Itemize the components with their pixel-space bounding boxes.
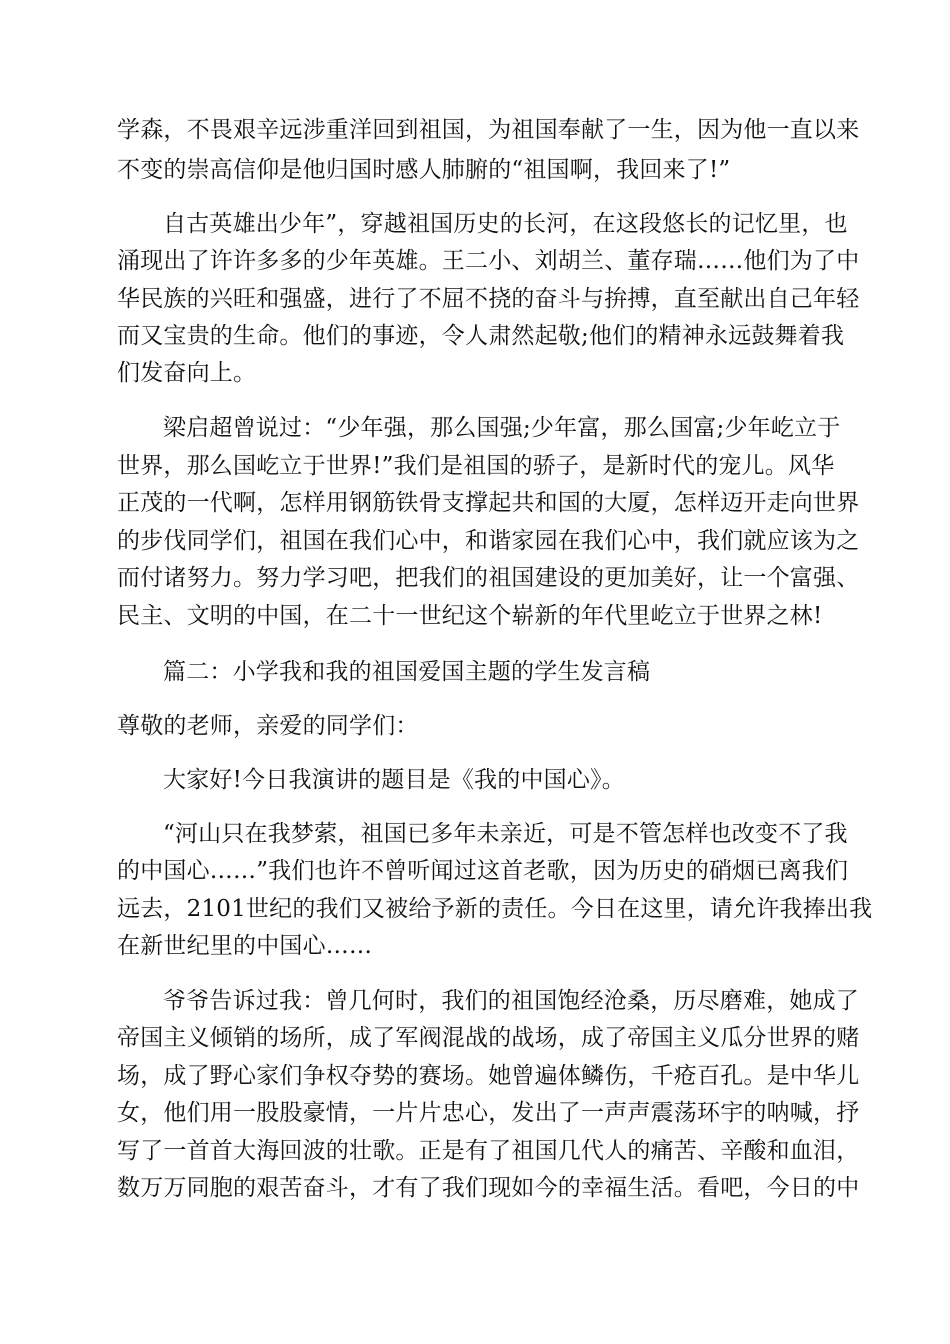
text-line: 而又宝贵的生命。他们的事迹，令人肃然起敬;他们的精神永远鼓舞着我 [117, 323, 845, 349]
text-line: 正茂的一代啊，怎样用钢筋铁骨支撑起共和国的大厦，怎样迈开走向世界 [117, 490, 860, 516]
text-line: 的步伐同学们，祖国在我们心中，和谐家园在我们心中，我们就应该为之 [117, 528, 860, 554]
text-line: 们发奋向上。 [117, 360, 257, 386]
text-line: 世界，那么国屹立于世界!”我们是祖国的骄子，是新时代的宠儿。风华 [117, 453, 835, 479]
text-line: 的中国心……”我们也许不曾听闻过这首老歌，因为历史的硝烟已离我们 [117, 858, 849, 884]
text-line: 远去，2101世纪的我们又被给予新的责任。今日在这里，请允许我捧出我 [117, 896, 873, 922]
text-line: 爷爷告诉过我：曾几何时，我们的祖国饱经沧桑，历尽磨难，她成了 [163, 988, 859, 1014]
salutation: 尊敬的老师，亲爱的同学们： [117, 713, 419, 739]
text-line: 写了一首首大海回波的壮歌。正是有了祖国几代人的痛苦、辛酸和血泪， [117, 1138, 860, 1164]
text-line: 梁启超曾说过：“少年强，那么国强;少年富，那么国富;少年屹立于 [163, 415, 841, 441]
text-line: 大家好!今日我演讲的题目是《我的中国心》。 [163, 767, 625, 793]
text-line: 在新世纪里的中国心…… [117, 933, 373, 959]
text-line: 涌现出了许许多多的少年英雄。王二小、刘胡兰、董存瑞……他们为了中 [117, 248, 860, 274]
text-line: 自古英雄出少年”，穿越祖国历史的长河，在这段悠长的记忆里，也 [163, 211, 848, 237]
text-line: 帝国主义倾销的场所，成了军阀混战的战场，成了帝国主义瓜分世界的赌 [117, 1025, 860, 1051]
section-heading: 篇二：小学我和我的祖国爱国主题的学生发言稿 [163, 659, 651, 685]
text-line: 女，他们用一股股豪情，一片片忠心，发出了一声声震荡环宇的呐喊，抒 [117, 1100, 860, 1126]
text-line: “河山只在我梦萦，祖国已多年未亲近，可是不管怎样也改变不了我 [163, 821, 848, 847]
text-line: 民主、文明的中国，在二十一世纪这个崭新的年代里屹立于世界之林! [117, 603, 823, 629]
text-line: 不变的崇高信仰是他归国时感人肺腑的“祖国啊，我回来了!” [117, 157, 731, 183]
text-line: 学森，不畏艰辛远涉重洋回到祖国，为祖国奉献了一生，因为他一直以来 [117, 117, 860, 143]
text-line: 场，成了野心家们争权夺势的赛场。她曾遍体鳞伤，千疮百孔。是中华儿 [117, 1063, 860, 1089]
text-line: 华民族的兴旺和强盛，进行了不屈不挠的奋斗与拚搏，直至献出自己年轻 [117, 286, 860, 312]
text-line: 数万万同胞的艰苦奋斗，才有了我们现如今的幸福生活。看吧，今日的中 [117, 1175, 860, 1201]
text-line: 而付诸努力。努力学习吧，把我们的祖国建设的更加美好，让一个富强、 [117, 565, 860, 591]
